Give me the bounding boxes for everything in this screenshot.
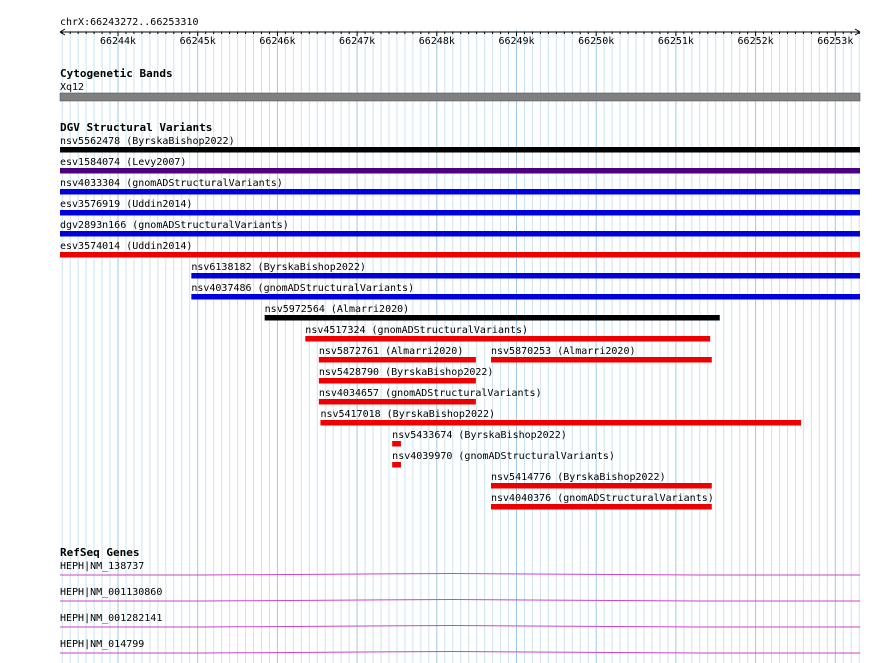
ruler-tick-label: 66246k bbox=[259, 36, 296, 47]
refseq-gene-label: HEPH|NM_138737 bbox=[60, 561, 145, 572]
dgv-feature-label: nsv5414776 (ByrskaBishop2022) bbox=[491, 472, 666, 483]
dgv-feature[interactable] bbox=[491, 346, 712, 363]
dgv-feature-label: esv3574014 (Uddin2014) bbox=[60, 241, 193, 252]
dgv-feature-label: nsv5428790 (ByrskaBishop2022) bbox=[318, 367, 494, 378]
dgv-feature-label: nsv5433674 (ByrskaBishop2022) bbox=[392, 430, 567, 441]
dgv-feature-label: nsv5870253 (Almarri2020) bbox=[491, 346, 636, 357]
dgv-feature-label: nsv4033304 (gnomADStructuralVariants) bbox=[60, 178, 283, 189]
cytoband-track-title: Cytogenetic Bands bbox=[60, 67, 173, 80]
dgv-feature-bar[interactable] bbox=[392, 441, 401, 447]
dgv-feature-bar[interactable] bbox=[60, 147, 860, 153]
dgv-feature[interactable] bbox=[305, 325, 710, 342]
cytoband-label: Xq12 bbox=[60, 82, 85, 93]
ruler-track bbox=[60, 17, 860, 47]
dgv-feature-label: nsv4037486 (gnomADStructuralVariants) bbox=[191, 283, 415, 294]
dgv-feature[interactable] bbox=[491, 493, 714, 510]
ruler-tick-label: 66244k bbox=[99, 36, 137, 47]
dgv-feature-bar[interactable] bbox=[319, 357, 476, 363]
ruler-tick-label: 66250k bbox=[578, 36, 615, 47]
dgv-feature[interactable] bbox=[191, 262, 860, 279]
dgv-feature-label: nsv4039970 (gnomADStructuralVariants) bbox=[392, 451, 615, 462]
dgv-feature-bar[interactable] bbox=[491, 483, 712, 489]
dgv-feature[interactable] bbox=[319, 367, 494, 384]
ruler-tick-label: 66251k bbox=[657, 36, 694, 47]
dgv-feature-label: nsv5417018 (ByrskaBishop2022) bbox=[320, 409, 496, 420]
dgv-feature-label: nsv5872761 (Almarri2020) bbox=[318, 346, 464, 357]
dgv-feature-bar[interactable] bbox=[60, 189, 860, 195]
dgv-feature[interactable] bbox=[320, 409, 801, 426]
dgv-feature-label: esv1584074 (Levy2007) bbox=[60, 157, 187, 168]
dgv-feature-bar[interactable] bbox=[319, 399, 476, 405]
dgv-feature-label: nsv4040376 (gnomADStructuralVariants) bbox=[491, 493, 714, 504]
dgv-feature-label: dgv2893n166 (gnomADStructuralVariants) bbox=[60, 220, 289, 231]
dgv-feature-bar[interactable] bbox=[392, 462, 401, 468]
dgv-feature-bar[interactable] bbox=[320, 420, 801, 426]
dgv-feature[interactable] bbox=[191, 283, 860, 300]
ruler-tick-label: 66247k bbox=[339, 36, 376, 47]
dgv-feature-bar[interactable] bbox=[305, 336, 710, 342]
dgv-feature-label: nsv6138182 (ByrskaBishop2022) bbox=[191, 262, 366, 273]
dgv-feature-bar[interactable] bbox=[60, 231, 860, 237]
dgv-feature[interactable] bbox=[319, 346, 476, 363]
dgv-feature-bar[interactable] bbox=[491, 504, 712, 510]
refseq-gene-label: HEPH|NM_014799 bbox=[60, 639, 145, 650]
refseq-gene-label: HEPH|NM_001282141 bbox=[60, 613, 163, 624]
dgv-feature-bar[interactable] bbox=[265, 315, 720, 321]
ruler-tick-label: 66248k bbox=[418, 36, 455, 47]
ruler-tick-label: 66252k bbox=[737, 36, 774, 47]
dgv-feature-bar[interactable] bbox=[191, 273, 860, 279]
dgv-feature-bar[interactable] bbox=[60, 252, 860, 258]
ruler-tick-label: 66249k bbox=[498, 36, 535, 47]
refseq-track-title: RefSeq Genes bbox=[60, 546, 140, 559]
dgv-feature-bar[interactable] bbox=[491, 357, 712, 363]
dgv-feature[interactable] bbox=[392, 451, 615, 468]
dgv-feature-label: nsv5972564 (Almarri2020) bbox=[264, 304, 410, 315]
ruler-tick-label: 66245k bbox=[179, 36, 216, 47]
dgv-feature-label: nsv5562478 (ByrskaBishop2022) bbox=[60, 136, 235, 147]
ruler-tick-label: 66253k bbox=[817, 36, 854, 47]
dgv-feature-bar[interactable] bbox=[60, 168, 860, 174]
dgv-track-title: DGV Structural Variants bbox=[60, 121, 213, 134]
region-label: chrX:66243272..66253310 bbox=[60, 17, 199, 28]
refseq-gene-label: HEPH|NM_001130860 bbox=[60, 587, 163, 598]
dgv-feature-bar[interactable] bbox=[60, 210, 860, 216]
dgv-feature-label: esv3576919 (Uddin2014) bbox=[60, 199, 193, 210]
dgv-feature-label: nsv4034657 (gnomADStructuralVariants) bbox=[318, 388, 542, 399]
dgv-feature-label: nsv4517324 (gnomADStructuralVariants) bbox=[305, 325, 529, 336]
cytoband-bar[interactable] bbox=[60, 93, 860, 101]
dgv-feature[interactable] bbox=[491, 472, 712, 489]
dgv-feature-bar[interactable] bbox=[191, 294, 860, 300]
dgv-feature-bar[interactable] bbox=[319, 378, 476, 384]
